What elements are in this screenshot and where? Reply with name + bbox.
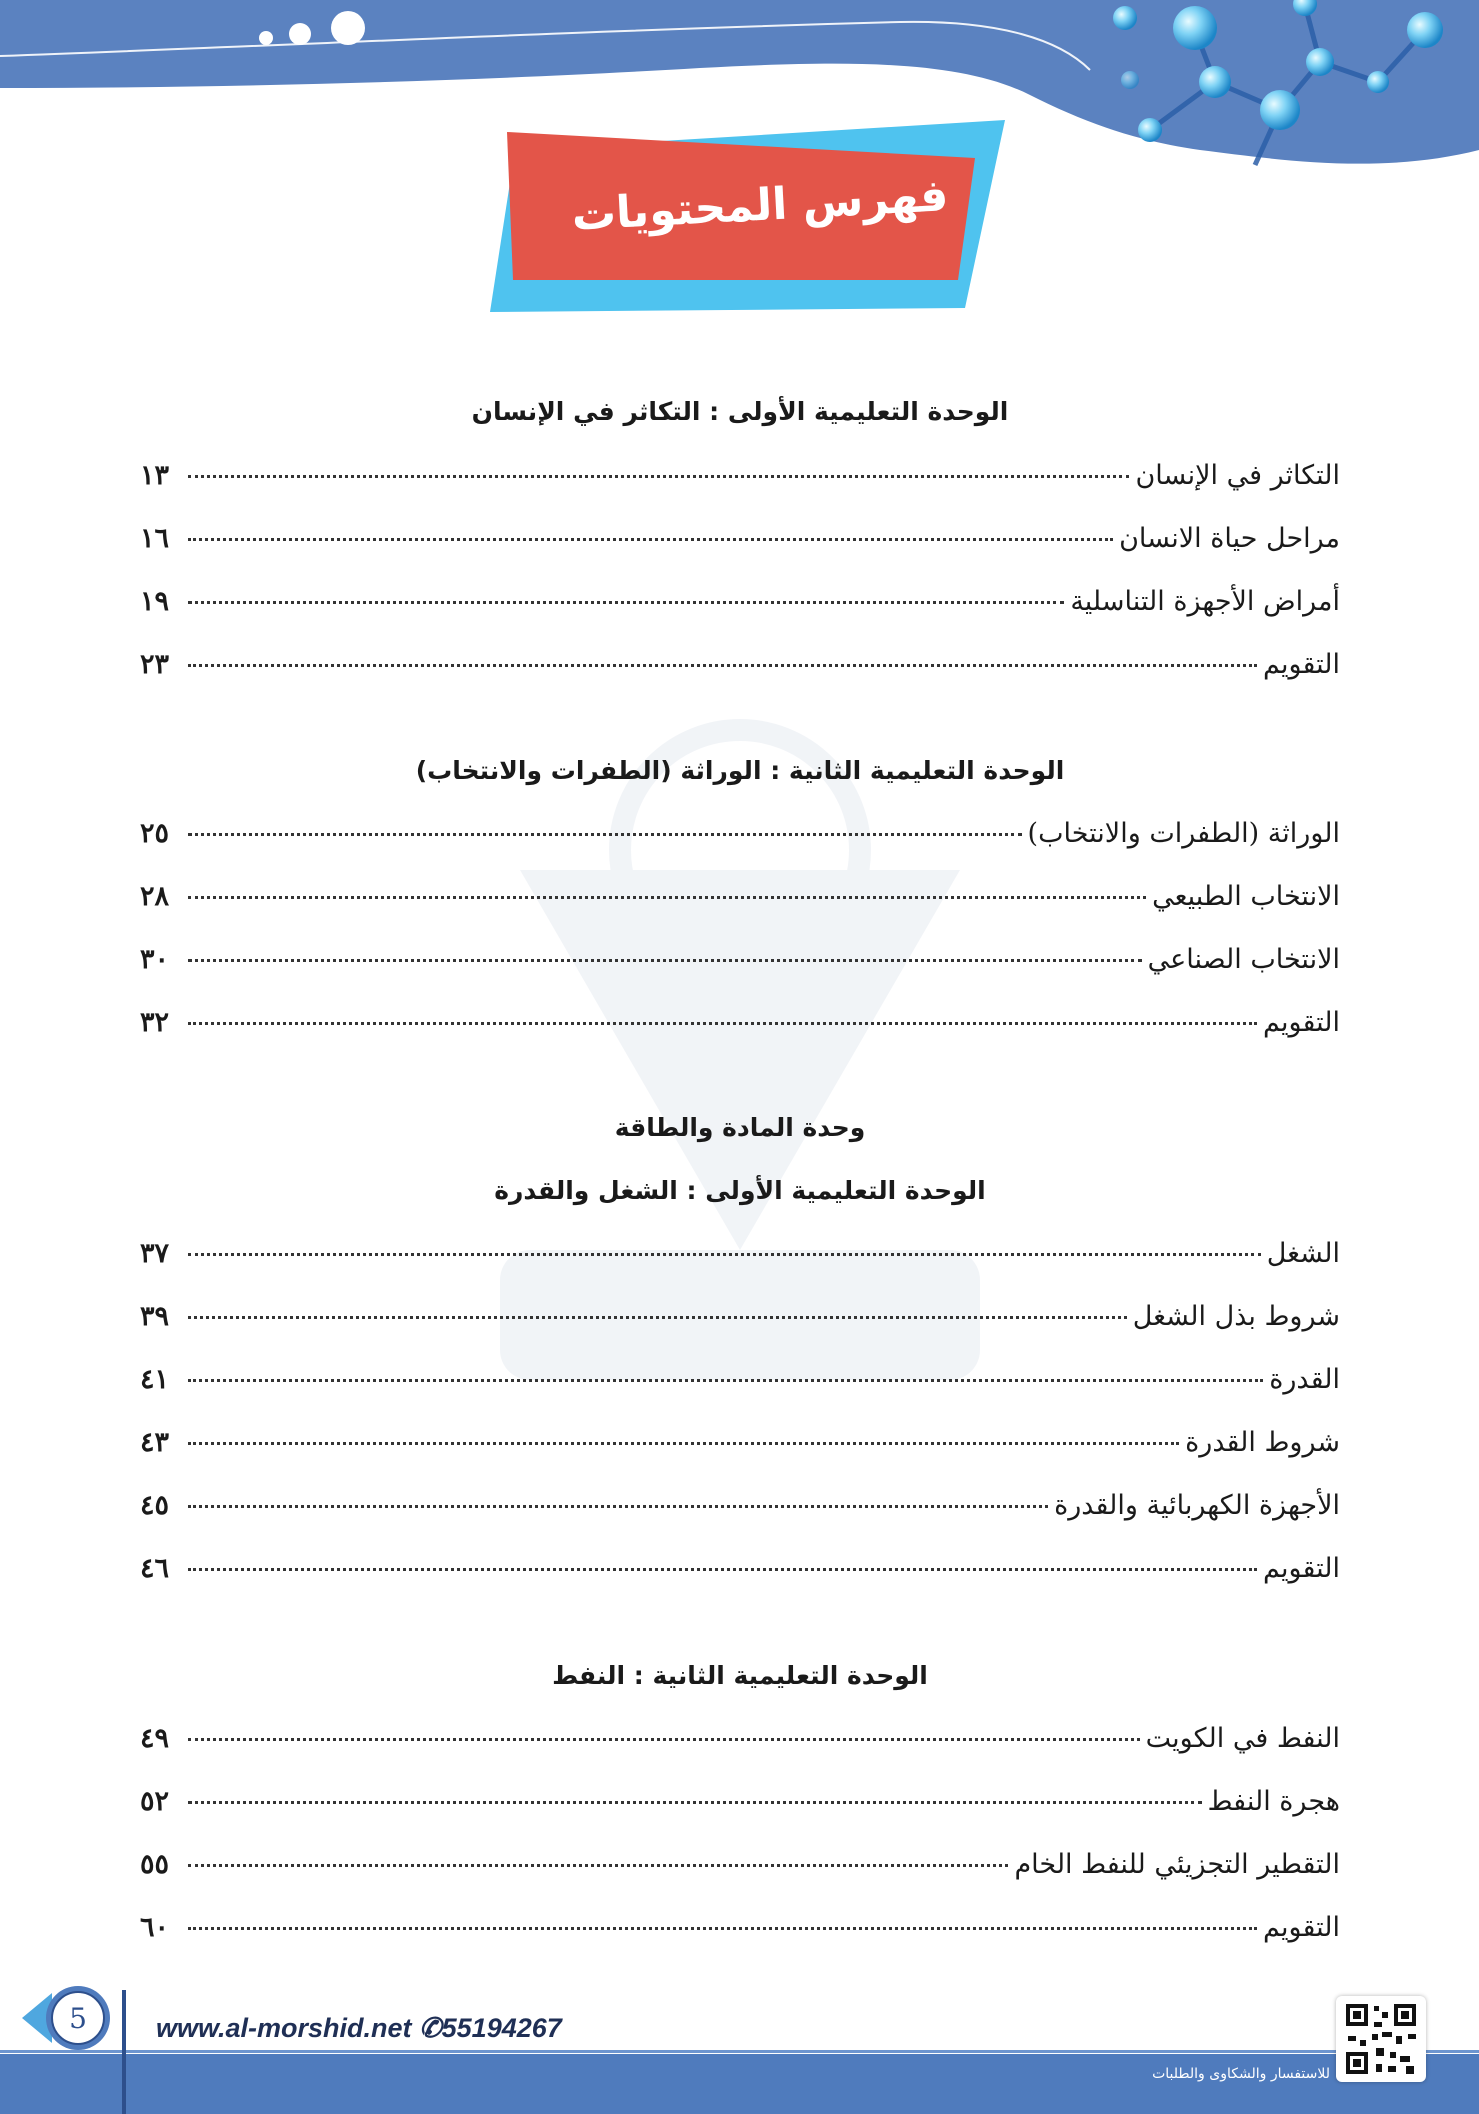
toc-item-title: الانتخاب الصناعي <box>1147 944 1340 975</box>
toc-item-title: شروط القدرة <box>1185 1427 1340 1458</box>
toc-item-page: ٣٢ <box>140 1007 170 1038</box>
toc-item-title: هجرة النفط <box>1207 1786 1340 1817</box>
toc-item-title: النفط في الكويت <box>1145 1723 1340 1754</box>
toc-item[interactable] <box>140 818 1340 868</box>
toc-leader <box>188 1864 1008 1867</box>
toc-leader <box>188 1568 1257 1571</box>
toc-item-page: ٣٧ <box>140 1238 170 1269</box>
toc-item-page: ٢٨ <box>140 881 170 912</box>
toc-leader <box>188 601 1064 604</box>
toc-item-page: ٥٢ <box>140 1786 170 1817</box>
toc-leader <box>188 1738 1140 1741</box>
toc-item-title: أمراض الأجهزة التناسلية <box>1070 586 1340 617</box>
toc-item-title: شروط بذل الشغل <box>1132 1301 1340 1332</box>
toc-leader <box>188 1379 1263 1382</box>
toc-item-page: ٢٥ <box>140 818 170 849</box>
toc-item-page: ٤٦ <box>140 1553 170 1584</box>
toc-item-page: ٢٣ <box>140 649 170 680</box>
toc-leader <box>188 1505 1048 1508</box>
toc-item[interactable] <box>140 1364 1340 1414</box>
toc-item-title: التقويم <box>1263 1553 1340 1584</box>
toc-leader <box>188 1927 1257 1930</box>
toc-item-title: الشغل <box>1266 1238 1340 1269</box>
toc-leader <box>188 1316 1127 1319</box>
toc-item[interactable] <box>140 1427 1340 1477</box>
toc-item-page: ١٣ <box>140 460 170 491</box>
toc-item-title: الأجهزة الكهربائية والقدرة <box>1054 1490 1340 1521</box>
toc-item-page: ١٦ <box>140 523 170 554</box>
website-link[interactable]: www.al-morshid.net ✆55194267 <box>156 2013 562 2043</box>
toc-item-title: التقويم <box>1263 1912 1340 1943</box>
section-heading-3: الوحدة التعليمية الأولى : الشغل والقدرة <box>494 1176 986 1205</box>
toc-item[interactable] <box>140 586 1340 636</box>
toc-item[interactable] <box>140 881 1340 931</box>
unit-heading: وحدة المادة والطاقة <box>614 1113 866 1142</box>
toc-item[interactable] <box>140 1490 1340 1540</box>
footer-note: للاستفسار والشكاوى والطلبات <box>1152 2066 1330 2082</box>
qr-code-icon[interactable] <box>1336 1996 1426 2082</box>
toc-item-page: ٤٩ <box>140 1723 170 1754</box>
section-heading-4: الوحدة التعليمية الثانية : النفط <box>552 1661 928 1690</box>
toc-item-title: الانتخاب الطبيعي <box>1152 881 1340 912</box>
toc-item-page: ٥٥ <box>140 1849 170 1880</box>
toc-item[interactable] <box>140 460 1340 510</box>
toc-item-title: التقطير التجزيئي للنفط الخام <box>1014 1849 1340 1880</box>
toc-item-page: ٣٩ <box>140 1301 170 1332</box>
toc-leader <box>188 1022 1257 1025</box>
toc-item-page: ١٩ <box>140 586 170 617</box>
toc-item-title: التقويم <box>1263 649 1340 680</box>
toc-leader <box>188 1801 1202 1804</box>
section-heading-1: الوحدة التعليمية الأولى : التكاثر في الإنسان <box>471 397 1009 426</box>
toc-item[interactable] <box>140 649 1340 699</box>
toc-item[interactable] <box>140 1238 1340 1288</box>
section-heading-2: الوحدة التعليمية الثانية : الوراثة (الطفرات والانتخاب) <box>415 756 1065 785</box>
toc-item-page: ٤٣ <box>140 1427 170 1458</box>
toc-item[interactable] <box>140 1301 1340 1351</box>
page-number: 5 <box>69 2001 87 2035</box>
toc-item[interactable] <box>140 944 1340 994</box>
toc-item-page: ٦٠ <box>140 1912 170 1943</box>
toc-item-title: التقويم <box>1263 1007 1340 1038</box>
toc-leader <box>188 1253 1261 1256</box>
toc-leader <box>188 1442 1179 1445</box>
toc-leader <box>188 833 1022 836</box>
toc-leader <box>188 896 1146 899</box>
toc-leader <box>188 538 1113 541</box>
toc-item[interactable] <box>140 1007 1340 1057</box>
toc-item-title: القدرة <box>1269 1364 1340 1395</box>
footer-divider <box>122 1990 126 2114</box>
toc-item-page: ٤١ <box>140 1364 170 1395</box>
toc-item-title: التكاثر في الإنسان <box>1135 460 1340 491</box>
toc-leader <box>188 475 1129 478</box>
toc-leader <box>188 959 1142 962</box>
toc-item[interactable] <box>140 1912 1340 1962</box>
footer-line <box>0 2050 1479 2053</box>
toc-item[interactable] <box>140 523 1340 573</box>
page-title: فهرس المحتويات <box>570 169 950 241</box>
toc-item-page: ٣٠ <box>140 944 170 975</box>
toc-leader <box>188 664 1257 667</box>
qr-code-graphic <box>1336 1996 1426 2082</box>
toc-item-title: الوراثة (الطفرات والانتخاب) <box>1027 818 1340 849</box>
toc-item-title: مراحل حياة الانسان <box>1119 523 1340 554</box>
footer-band <box>0 2054 1479 2114</box>
toc-item-page: ٤٥ <box>140 1490 170 1521</box>
toc-item[interactable] <box>140 1553 1340 1603</box>
toc-item[interactable] <box>140 1786 1340 1836</box>
toc-item[interactable] <box>140 1849 1340 1899</box>
toc-item[interactable] <box>140 1723 1340 1773</box>
